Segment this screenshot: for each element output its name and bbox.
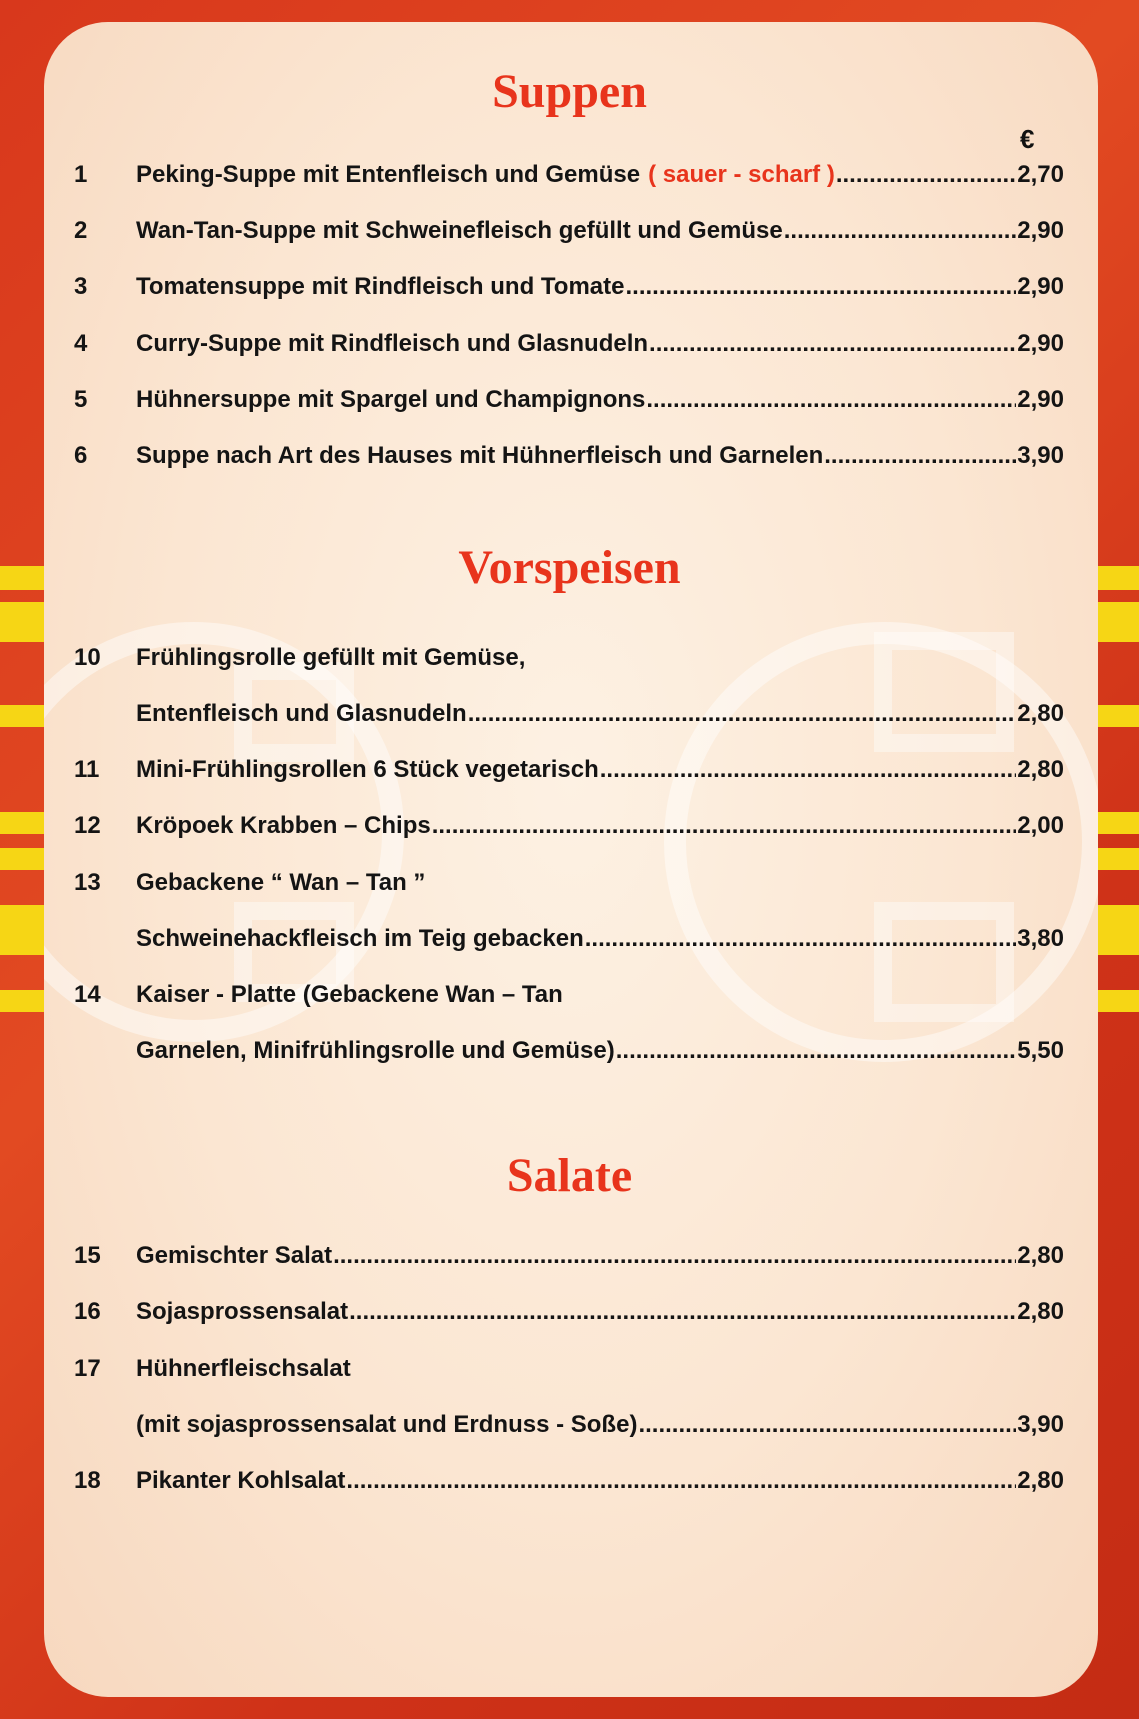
- item-name: Mini-Frühlingsrollen 6 Stück vegetarisch: [136, 756, 599, 783]
- leader-dots: [646, 386, 1016, 414]
- item-number: 18: [74, 1467, 101, 1494]
- item-price: 2,80: [1017, 1467, 1064, 1494]
- item-name: Kröpoek Krabben – Chips: [136, 812, 431, 839]
- item-price: 2,70: [1017, 161, 1064, 188]
- menu-item: [74, 644, 1064, 678]
- section-title-suppen: Suppen: [492, 65, 647, 118]
- leader-dots: [836, 161, 1016, 189]
- leader-dots: [600, 756, 1017, 784]
- currency-symbol: €: [1020, 124, 1035, 154]
- item-number: 15: [74, 1242, 101, 1269]
- menu-item-continued: [74, 700, 1064, 734]
- leader-dots: [432, 812, 1017, 840]
- item-name: Curry-Suppe mit Rindfleisch und Glasnudeln: [136, 330, 649, 357]
- item-name: Pikanter Kohlsalat: [136, 1467, 346, 1494]
- item-number: 3: [74, 273, 88, 300]
- item-number: 2: [74, 217, 88, 244]
- item-number: 14: [74, 981, 101, 1008]
- leader-dots: [616, 1037, 1017, 1065]
- menu-item-continued: [74, 925, 1064, 959]
- section-title-vorspeisen: Vorspeisen: [458, 541, 681, 594]
- item-number: 4: [74, 330, 88, 357]
- item-name: Suppe nach Art des Hauses mit Hühnerfleisch und Garnelen: [136, 442, 824, 469]
- menu-item: [74, 273, 1064, 307]
- item-price: 2,90: [1017, 217, 1064, 244]
- item-number: 12: [74, 812, 101, 839]
- leader-dots: [638, 1411, 1016, 1439]
- item-price: 2,90: [1017, 273, 1064, 300]
- item-number: 1: [74, 161, 88, 188]
- menu-item: [74, 330, 1064, 364]
- menu-item: [74, 1467, 1064, 1501]
- leader-dots: [824, 442, 1016, 470]
- menu-item-continued: [74, 1037, 1064, 1071]
- item-price: 3,90: [1017, 1411, 1064, 1438]
- item-name: Frühlingsrolle gefüllt mit Gemüse,: [136, 644, 526, 671]
- item-price: 2,80: [1017, 756, 1064, 783]
- menu-item: [74, 812, 1064, 846]
- item-number: 5: [74, 386, 88, 413]
- item-name: Wan-Tan-Suppe mit Schweinefleisch gefüllt und Gemüse: [136, 217, 783, 244]
- item-name: Hühnersuppe mit Spargel und Champignons: [136, 386, 646, 413]
- item-price: 3,90: [1017, 442, 1064, 469]
- menu-item: [74, 442, 1064, 476]
- item-number: 10: [74, 644, 101, 671]
- item-number: 16: [74, 1298, 101, 1325]
- item-price: 2,80: [1017, 1298, 1064, 1325]
- leader-dots: [468, 700, 1017, 728]
- item-number: 11: [74, 756, 100, 783]
- leader-dots: [585, 925, 1017, 953]
- leader-dots: [649, 330, 1016, 358]
- item-number: 6: [74, 442, 88, 469]
- item-name-line2: Schweinehackfleisch im Teig gebacken: [136, 925, 584, 952]
- item-name: Gemischter Salat: [136, 1242, 333, 1269]
- menu-item: [74, 386, 1064, 420]
- menu-item: [74, 756, 1064, 790]
- leader-dots: [625, 273, 1016, 301]
- leader-dots: [346, 1467, 1016, 1495]
- item-name-line2: Garnelen, Minifrühlingsrolle und Gemüse): [136, 1037, 615, 1064]
- menu-item: [74, 1298, 1064, 1332]
- section-title-salate: Salate: [506, 1149, 633, 1202]
- menu-item: [74, 1355, 1064, 1389]
- item-price: 3,80: [1017, 925, 1064, 952]
- menu-item-continued: [74, 1411, 1064, 1445]
- item-name-line2: Entenfleisch und Glasnudeln: [136, 700, 467, 727]
- item-name: Gebackene “ Wan – Tan ”: [136, 869, 426, 896]
- menu-item: [74, 161, 1064, 195]
- menu-item: [74, 869, 1064, 903]
- item-name: Kaiser - Platte (Gebackene Wan – Tan: [136, 981, 563, 1008]
- item-price: 2,00: [1017, 812, 1064, 839]
- leader-dots: [349, 1298, 1016, 1326]
- menu-item: [74, 981, 1064, 1015]
- item-price: 2,80: [1017, 700, 1064, 727]
- item-name: Hühnerfleischsalat: [136, 1355, 351, 1382]
- item-name: Tomatensuppe mit Rindfleisch und Tomate: [136, 273, 625, 300]
- item-name: Peking-Suppe mit Entenfleisch und Gemüse: [136, 161, 641, 188]
- item-number: 13: [74, 869, 101, 896]
- item-name-line2: (mit sojasprossensalat und Erdnuss - Soße): [136, 1411, 638, 1438]
- menu-item: [74, 1242, 1064, 1276]
- item-price: 5,50: [1017, 1037, 1064, 1064]
- leader-dots: [784, 217, 1017, 245]
- item-price: 2,90: [1017, 330, 1064, 357]
- item-name: Sojasprossensalat: [136, 1298, 349, 1325]
- item-number: 17: [74, 1355, 101, 1382]
- item-price: 2,90: [1017, 386, 1064, 413]
- leader-dots: [333, 1242, 1016, 1270]
- menu-item: [74, 217, 1064, 251]
- item-note: ( sauer - scharf ): [648, 161, 835, 188]
- item-price: 2,80: [1017, 1242, 1064, 1269]
